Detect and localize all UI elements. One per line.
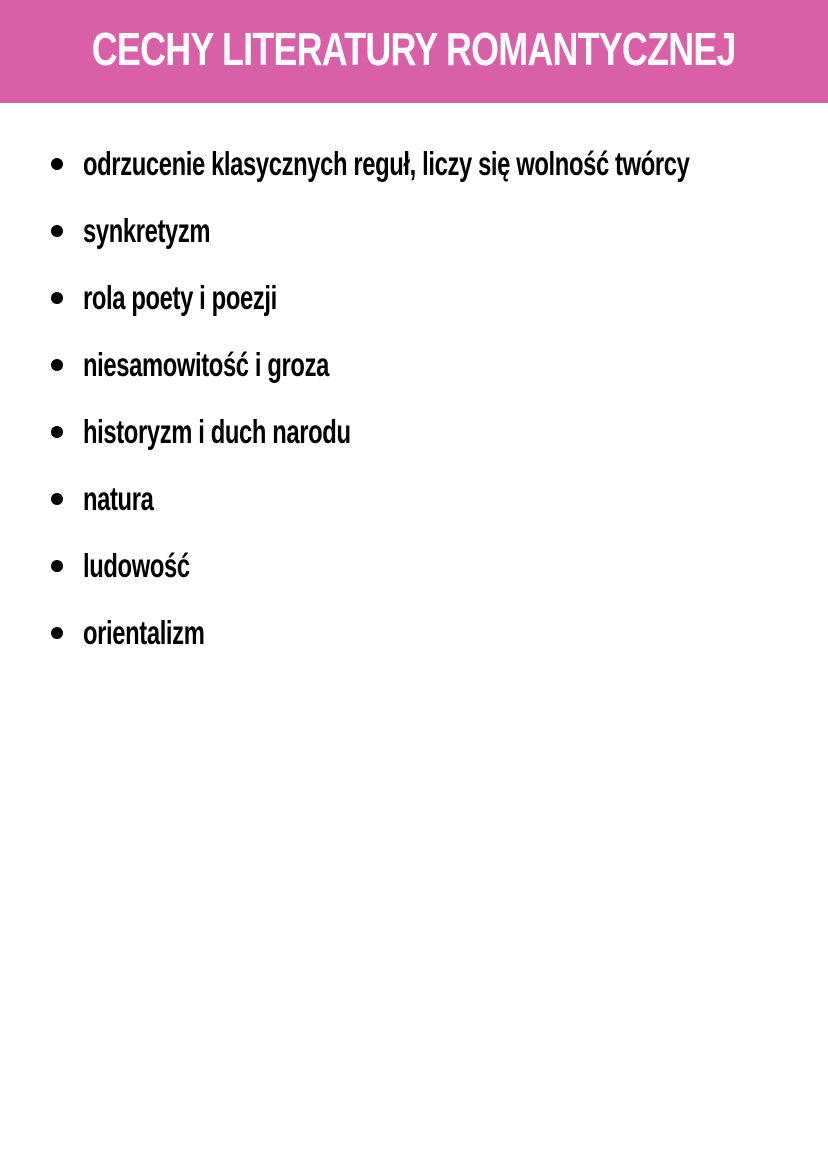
list-item-label: orientalizm: [83, 613, 205, 651]
list-item: [40, 264, 800, 331]
bullet-icon: [51, 493, 63, 505]
list-item: [40, 599, 800, 666]
page-title: CECHY LITERATURY ROMANTYCZNEJ: [92, 22, 736, 75]
list-item-label: historyzm i duch narodu: [83, 412, 351, 450]
list-item: [40, 130, 800, 197]
feature-list: [40, 130, 800, 666]
list-item: [40, 331, 800, 398]
list-item-label: niesamowitość i groza: [83, 345, 329, 383]
list-item-label: ludowość: [83, 546, 190, 584]
bullet-icon: [51, 225, 63, 237]
list-item-label: natura: [83, 479, 154, 517]
bullet-icon: [51, 359, 63, 371]
list-item-label: odrzucenie klasycznych reguł, liczy się wolność twórcy: [83, 144, 690, 182]
list-item: [40, 398, 800, 465]
bullet-icon: [51, 292, 63, 304]
bullet-icon: [51, 627, 63, 639]
list-item: [40, 532, 800, 599]
title-banner: [0, 0, 828, 103]
bullet-icon: [51, 158, 63, 170]
list-item: [40, 197, 800, 264]
list-item: [40, 465, 800, 532]
list-item-label: synkretyzm: [83, 211, 211, 249]
bullet-icon: [51, 560, 63, 572]
list-item-label: rola poety i poezji: [83, 278, 277, 316]
bullet-icon: [51, 426, 63, 438]
